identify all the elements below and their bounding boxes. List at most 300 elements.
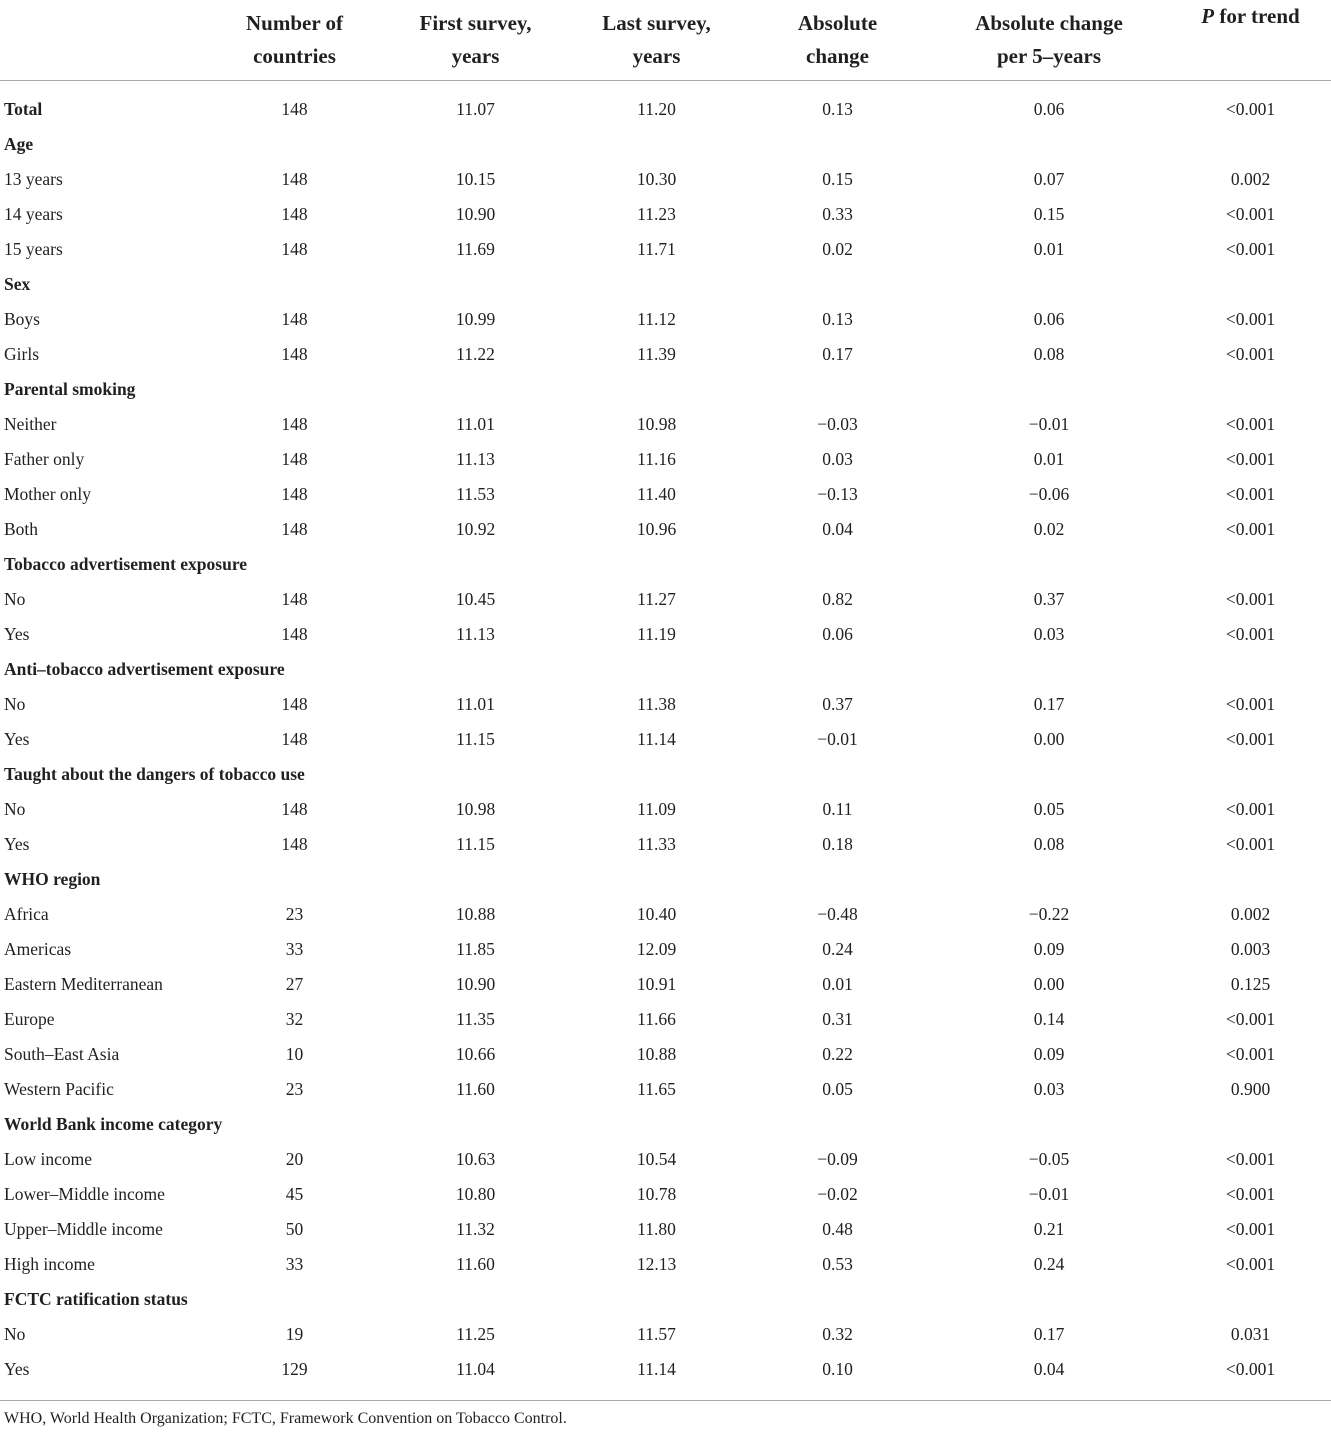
cell-first-survey — [385, 127, 566, 162]
cell-p-for-trend: <0.001 — [1225, 1219, 1276, 1239]
cell-number-of-countries — [204, 1107, 385, 1142]
row-label: Lower–Middle income — [4, 1184, 165, 1204]
cell-absolute-change-per-5-years: 0.06 — [1033, 309, 1065, 329]
table-row — [0, 967, 1331, 1002]
cell-absolute-change: 0.13 — [822, 99, 853, 119]
cell-last-survey: 11.71 — [637, 239, 676, 259]
table-row — [0, 827, 1331, 862]
header-p-for-trend — [1170, 0, 1331, 81]
cell-absolute-change — [747, 547, 928, 582]
table-row — [0, 1352, 1331, 1387]
header-line: years — [451, 44, 500, 68]
cell-p-for-trend: 0.002 — [1230, 904, 1271, 924]
row-label: Americas — [4, 939, 72, 959]
cell-last-survey: 10.91 — [636, 974, 677, 994]
row-label: Age — [4, 134, 34, 154]
row-label: Low income — [4, 1149, 92, 1169]
header-line: Last survey, — [602, 11, 711, 35]
group-header-row — [0, 92, 1331, 127]
row-label: Neither — [4, 414, 57, 434]
cell-absolute-change: 0.31 — [822, 1009, 853, 1029]
cell-number-of-countries: 148 — [281, 169, 308, 189]
cell-first-survey: 11.60 — [456, 1254, 495, 1274]
row-label: Yes — [4, 834, 30, 854]
table-row — [0, 442, 1331, 477]
cell-p-for-trend: <0.001 — [1225, 1044, 1276, 1064]
cell-p-for-trend: <0.001 — [1225, 799, 1276, 819]
cell-absolute-change: 0.82 — [822, 589, 853, 609]
cell-absolute-change: 0.03 — [822, 449, 853, 469]
cell-first-survey — [385, 267, 566, 302]
cell-number-of-countries: 148 — [281, 344, 308, 364]
table-row — [0, 407, 1331, 442]
cell-first-survey: 11.69 — [456, 239, 495, 259]
cell-p-for-trend: 0.900 — [1230, 1079, 1271, 1099]
row-label: Eastern Mediterranean — [4, 974, 163, 994]
cell-first-survey: 10.63 — [455, 1149, 496, 1169]
cell-last-survey: 11.19 — [637, 624, 676, 644]
cell-p-for-trend: <0.001 — [1225, 344, 1276, 364]
cell-first-survey: 11.01 — [456, 414, 495, 434]
table-row — [0, 1037, 1331, 1072]
table-row — [0, 1002, 1331, 1037]
table-row — [0, 162, 1331, 197]
table-row — [0, 1072, 1331, 1107]
cell-number-of-countries: 148 — [281, 204, 308, 224]
row-label: Total — [4, 99, 43, 119]
header-line: countries — [253, 44, 336, 68]
cell-first-survey: 11.13 — [456, 449, 495, 469]
cell-absolute-change-per-5-years: 0.05 — [1033, 799, 1065, 819]
cell-number-of-countries — [204, 127, 385, 162]
cell-p-for-trend: <0.001 — [1225, 414, 1276, 434]
row-label: Yes — [4, 729, 30, 749]
cell-absolute-change-per-5-years — [928, 862, 1170, 897]
cell-absolute-change-per-5-years: 0.08 — [1033, 834, 1065, 854]
cell-p-for-trend — [1170, 652, 1331, 687]
cell-number-of-countries: 19 — [285, 1324, 304, 1344]
cell-last-survey: 10.78 — [636, 1184, 677, 1204]
row-label: Upper–Middle income — [4, 1219, 163, 1239]
group-header-row — [0, 1107, 1331, 1142]
cell-absolute-change-per-5-years: 0.37 — [1033, 589, 1065, 609]
cell-absolute-change: 0.24 — [822, 939, 853, 959]
row-label: Father only — [4, 449, 85, 469]
group-header-row — [0, 267, 1331, 302]
cell-number-of-countries: 148 — [281, 729, 308, 749]
cell-last-survey: 10.88 — [636, 1044, 677, 1064]
cell-last-survey: 11.14 — [637, 729, 676, 749]
cell-absolute-change-per-5-years — [928, 372, 1170, 407]
cell-p-for-trend: <0.001 — [1225, 694, 1276, 714]
row-label: No — [4, 694, 26, 714]
cell-first-survey: 10.15 — [455, 169, 496, 189]
group-header-row — [0, 652, 1331, 687]
header-label-col — [0, 0, 204, 81]
cell-absolute-change: 0.13 — [822, 309, 853, 329]
row-label: Europe — [4, 1009, 55, 1029]
table-header — [0, 0, 1331, 81]
cell-first-survey: 11.25 — [456, 1324, 495, 1344]
cell-last-survey: 10.30 — [636, 169, 677, 189]
footnote: WHO, World Health Organization; FCTC, Framework Convention on Tobacco Control. — [4, 1410, 567, 1427]
cell-absolute-change: 0.37 — [822, 694, 853, 714]
cell-number-of-countries: 148 — [281, 589, 308, 609]
cell-absolute-change-per-5-years: 0.00 — [1033, 974, 1065, 994]
cell-last-survey — [566, 547, 747, 582]
cell-number-of-countries: 10 — [285, 1044, 304, 1064]
cell-first-survey: 10.90 — [455, 974, 496, 994]
cell-first-survey: 10.90 — [455, 204, 496, 224]
cell-p-for-trend: <0.001 — [1225, 484, 1276, 504]
cell-number-of-countries: 148 — [281, 99, 308, 119]
cell-absolute-change-per-5-years: 0.01 — [1033, 449, 1065, 469]
row-label: No — [4, 799, 26, 819]
cell-number-of-countries: 23 — [285, 904, 304, 924]
cell-number-of-countries: 27 — [285, 974, 304, 994]
cell-p-for-trend: <0.001 — [1225, 834, 1276, 854]
cell-last-survey: 11.39 — [637, 344, 676, 364]
cell-last-survey — [566, 127, 747, 162]
cell-number-of-countries: 20 — [285, 1149, 304, 1169]
cell-number-of-countries: 148 — [281, 309, 308, 329]
table-row — [0, 337, 1331, 372]
cell-first-survey: 11.15 — [456, 729, 495, 749]
cell-p-for-trend — [1170, 127, 1331, 162]
row-label: No — [4, 589, 26, 609]
cell-absolute-change: −0.48 — [817, 904, 858, 924]
cell-absolute-change-per-5-years: 0.03 — [1033, 624, 1065, 644]
cell-absolute-change: 0.32 — [822, 1324, 853, 1344]
header-line: Absolute change — [975, 11, 1123, 35]
cell-last-survey: 12.13 — [636, 1254, 677, 1274]
cell-absolute-change-per-5-years: 0.14 — [1033, 1009, 1065, 1029]
row-label: Western Pacific — [4, 1079, 114, 1099]
cell-p-for-trend: 0.003 — [1230, 939, 1271, 959]
table-row — [0, 1142, 1331, 1177]
row-label: Boys — [4, 309, 40, 329]
footer-divider — [0, 1400, 1331, 1401]
row-label: Africa — [4, 904, 49, 924]
cell-first-survey — [385, 372, 566, 407]
cell-number-of-countries: 148 — [281, 799, 308, 819]
spacer-row — [0, 81, 1331, 93]
row-label: Sex — [4, 274, 31, 294]
row-label: High income — [4, 1254, 95, 1274]
cell-absolute-change — [747, 757, 928, 792]
cell-absolute-change-per-5-years: 0.06 — [1033, 99, 1065, 119]
cell-absolute-change: 0.10 — [822, 1359, 853, 1379]
cell-absolute-change-per-5-years — [928, 652, 1170, 687]
cell-absolute-change — [747, 127, 928, 162]
cell-number-of-countries: 50 — [285, 1219, 304, 1239]
cell-number-of-countries: 33 — [285, 939, 304, 959]
cell-p-for-trend — [1170, 372, 1331, 407]
cell-absolute-change-per-5-years: 0.09 — [1033, 939, 1065, 959]
cell-absolute-change: −0.09 — [817, 1149, 858, 1169]
cell-last-survey: 11.65 — [637, 1079, 676, 1099]
cell-first-survey: 11.07 — [456, 99, 495, 119]
cell-absolute-change-per-5-years: −0.06 — [1028, 484, 1070, 504]
row-label: Yes — [4, 624, 30, 644]
cell-p-for-trend: 0.031 — [1230, 1324, 1271, 1344]
cell-last-survey: 10.96 — [636, 519, 677, 539]
row-label: Tobacco advertisement exposure — [4, 554, 248, 574]
cell-absolute-change-per-5-years — [928, 547, 1170, 582]
group-header-row — [0, 547, 1331, 582]
cell-absolute-change-per-5-years: 0.02 — [1033, 519, 1065, 539]
cell-first-survey: 11.35 — [456, 1009, 495, 1029]
table-row — [0, 232, 1331, 267]
table-row — [0, 1177, 1331, 1212]
cell-absolute-change-per-5-years: −0.05 — [1028, 1149, 1070, 1169]
row-label: No — [4, 1324, 26, 1344]
row-label: 15 years — [4, 239, 63, 259]
row-label: Girls — [4, 344, 39, 364]
cell-last-survey: 10.98 — [636, 414, 677, 434]
cell-first-survey: 11.04 — [456, 1359, 495, 1379]
header-last-survey — [566, 0, 747, 81]
group-header-row — [0, 757, 1331, 792]
cell-p-for-trend: <0.001 — [1225, 1254, 1276, 1274]
cell-absolute-change: 0.48 — [822, 1219, 853, 1239]
cell-number-of-countries — [204, 267, 385, 302]
cell-number-of-countries: 32 — [285, 1009, 304, 1029]
cell-first-survey — [385, 862, 566, 897]
table-row — [0, 302, 1331, 337]
cell-absolute-change-per-5-years: −0.01 — [1028, 1184, 1070, 1204]
group-header-row — [0, 862, 1331, 897]
cell-absolute-change: 0.11 — [822, 799, 853, 819]
cell-p-for-trend: <0.001 — [1225, 519, 1276, 539]
cell-number-of-countries: 148 — [281, 624, 308, 644]
row-label: Mother only — [4, 484, 92, 504]
cell-p-for-trend: 0.002 — [1230, 169, 1271, 189]
cell-absolute-change-per-5-years: 0.04 — [1033, 1359, 1065, 1379]
cell-absolute-change: 0.04 — [822, 519, 853, 539]
cell-last-survey — [566, 1282, 747, 1317]
cell-p-for-trend: <0.001 — [1225, 99, 1276, 119]
header-line: years — [632, 44, 681, 68]
header-p-symbol: P — [1201, 4, 1215, 28]
table-row — [0, 792, 1331, 827]
cell-last-survey — [566, 267, 747, 302]
cell-absolute-change — [747, 372, 928, 407]
cell-last-survey: 11.16 — [637, 449, 676, 469]
cell-first-survey — [385, 1107, 566, 1142]
cell-absolute-change — [747, 862, 928, 897]
cell-last-survey: 11.57 — [637, 1324, 676, 1344]
cell-absolute-change-per-5-years: −0.01 — [1028, 414, 1070, 434]
cell-last-survey — [566, 757, 747, 792]
header-first-survey — [385, 0, 566, 81]
cell-p-for-trend — [1170, 547, 1331, 582]
cell-first-survey: 10.45 — [455, 589, 496, 609]
cell-first-survey — [385, 652, 566, 687]
table-body — [0, 81, 1331, 1388]
cell-number-of-countries — [204, 372, 385, 407]
cell-p-for-trend: <0.001 — [1225, 624, 1276, 644]
header-absolute-change — [747, 0, 928, 81]
table-row — [0, 932, 1331, 967]
cell-absolute-change-per-5-years: 0.08 — [1033, 344, 1065, 364]
cell-p-for-trend — [1170, 1107, 1331, 1142]
table-row — [0, 1247, 1331, 1282]
header-line: change — [806, 44, 869, 68]
row-label: Anti–tobacco advertisement exposure — [4, 659, 285, 679]
cell-absolute-change-per-5-years: 0.09 — [1033, 1044, 1065, 1064]
table-row — [0, 897, 1331, 932]
header-line: First survey, — [419, 11, 532, 35]
cell-absolute-change: 0.06 — [822, 624, 853, 644]
cell-absolute-change: −0.13 — [817, 484, 858, 504]
cell-absolute-change: 0.15 — [822, 169, 853, 189]
group-header-row — [0, 372, 1331, 407]
header-p-rest: for trend — [1214, 4, 1300, 28]
header-row — [0, 0, 1331, 81]
cell-absolute-change-per-5-years: 0.01 — [1033, 239, 1065, 259]
cell-absolute-change: 0.02 — [822, 239, 853, 259]
cell-p-for-trend — [1170, 862, 1331, 897]
cell-absolute-change — [747, 1107, 928, 1142]
cell-absolute-change-per-5-years: 0.15 — [1033, 204, 1065, 224]
row-label: Yes — [4, 1359, 30, 1379]
cell-first-survey: 11.32 — [456, 1219, 495, 1239]
cell-absolute-change-per-5-years — [928, 127, 1170, 162]
cell-last-survey: 11.09 — [637, 799, 676, 819]
cell-number-of-countries: 148 — [281, 834, 308, 854]
cell-first-survey: 11.13 — [456, 624, 495, 644]
row-label: World Bank income category — [4, 1114, 223, 1134]
cell-first-survey: 10.88 — [455, 904, 496, 924]
cell-last-survey — [566, 862, 747, 897]
cell-number-of-countries — [204, 1282, 385, 1317]
cell-last-survey: 12.09 — [636, 939, 677, 959]
header-line: per 5–years — [996, 44, 1101, 68]
header-number-of-countries — [204, 0, 385, 81]
table-row — [0, 722, 1331, 757]
header-absolute-change-per-5-years — [928, 0, 1170, 81]
table-row — [0, 582, 1331, 617]
cell-first-survey: 10.66 — [455, 1044, 496, 1064]
cell-absolute-change — [747, 652, 928, 687]
row-label: Parental smoking — [4, 379, 136, 399]
table-row — [0, 1212, 1331, 1247]
cell-last-survey: 11.23 — [637, 204, 676, 224]
group-header-row — [0, 127, 1331, 162]
cell-number-of-countries: 45 — [285, 1184, 304, 1204]
cell-p-for-trend: <0.001 — [1225, 589, 1276, 609]
table-row — [0, 512, 1331, 547]
cell-absolute-change-per-5-years: −0.22 — [1028, 904, 1070, 924]
cell-last-survey: 11.66 — [637, 1009, 676, 1029]
cell-first-survey: 10.99 — [455, 309, 496, 329]
cell-p-for-trend: <0.001 — [1225, 309, 1276, 329]
cell-last-survey: 11.33 — [637, 834, 676, 854]
cell-first-survey: 10.98 — [455, 799, 496, 819]
cell-number-of-countries: 148 — [281, 519, 308, 539]
cell-number-of-countries: 148 — [281, 449, 308, 469]
cell-p-for-trend: <0.001 — [1225, 1184, 1276, 1204]
cell-p-for-trend — [1170, 757, 1331, 792]
cell-p-for-trend: <0.001 — [1225, 1009, 1276, 1029]
cell-last-survey: 11.12 — [637, 309, 676, 329]
cell-absolute-change-per-5-years — [928, 1282, 1170, 1317]
table-row — [0, 1317, 1331, 1352]
cell-last-survey: 11.27 — [637, 589, 676, 609]
cell-absolute-change: 0.17 — [822, 344, 853, 364]
cell-p-for-trend — [1170, 1282, 1331, 1317]
group-header-row — [0, 1282, 1331, 1317]
cell-number-of-countries: 148 — [281, 239, 308, 259]
cell-absolute-change-per-5-years — [928, 267, 1170, 302]
cell-absolute-change-per-5-years: 0.21 — [1033, 1219, 1065, 1239]
cell-number-of-countries: 33 — [285, 1254, 304, 1274]
cell-p-for-trend: <0.001 — [1225, 239, 1276, 259]
cell-first-survey: 11.60 — [456, 1079, 495, 1099]
cell-absolute-change-per-5-years: 0.00 — [1033, 729, 1065, 749]
cell-absolute-change-per-5-years — [928, 1107, 1170, 1142]
cell-last-survey: 11.40 — [637, 484, 676, 504]
cell-p-for-trend: <0.001 — [1225, 1149, 1276, 1169]
cell-number-of-countries: 148 — [281, 484, 308, 504]
cell-last-survey — [566, 1107, 747, 1142]
table-row — [0, 197, 1331, 232]
cell-last-survey: 10.54 — [636, 1149, 677, 1169]
cell-first-survey: 10.80 — [455, 1184, 496, 1204]
table-row — [0, 617, 1331, 652]
cell-p-for-trend: <0.001 — [1225, 729, 1276, 749]
table-row — [0, 477, 1331, 512]
cell-first-survey — [385, 1282, 566, 1317]
cell-p-for-trend — [1170, 267, 1331, 302]
table-row — [0, 687, 1331, 722]
cell-last-survey: 11.38 — [637, 694, 676, 714]
cell-last-survey: 11.20 — [637, 99, 676, 119]
cell-absolute-change-per-5-years: 0.17 — [1033, 1324, 1065, 1344]
cell-absolute-change-per-5-years: 0.24 — [1033, 1254, 1065, 1274]
cell-number-of-countries: 148 — [281, 694, 308, 714]
cell-number-of-countries — [204, 862, 385, 897]
cell-p-for-trend: 0.125 — [1230, 974, 1271, 994]
cell-last-survey: 11.14 — [637, 1359, 676, 1379]
cell-number-of-countries: 23 — [285, 1079, 304, 1099]
cell-absolute-change — [747, 267, 928, 302]
cell-absolute-change: −0.01 — [817, 729, 858, 749]
cell-last-survey: 10.40 — [636, 904, 677, 924]
row-label: Taught about the dangers of tobacco use — [4, 764, 305, 784]
spacer-cell — [0, 81, 1331, 93]
cell-last-survey: 11.80 — [637, 1219, 676, 1239]
cell-absolute-change-per-5-years: 0.07 — [1033, 169, 1065, 189]
cell-p-for-trend: <0.001 — [1225, 1359, 1276, 1379]
cell-absolute-change: −0.02 — [817, 1184, 858, 1204]
header-line: Number of — [245, 11, 344, 35]
row-label: 13 years — [4, 169, 63, 189]
cell-first-survey: 11.22 — [456, 344, 495, 364]
cell-first-survey — [385, 757, 566, 792]
cell-first-survey — [385, 547, 566, 582]
cell-p-for-trend: <0.001 — [1225, 449, 1276, 469]
row-label: WHO region — [4, 869, 101, 889]
cell-absolute-change: 0.18 — [822, 834, 853, 854]
row-label: FCTC ratification status — [4, 1289, 188, 1309]
cell-first-survey: 11.85 — [456, 939, 495, 959]
cell-first-survey: 10.92 — [455, 519, 496, 539]
cell-first-survey: 11.01 — [456, 694, 495, 714]
cell-absolute-change: 0.01 — [822, 974, 853, 994]
cell-absolute-change: 0.05 — [822, 1079, 853, 1099]
